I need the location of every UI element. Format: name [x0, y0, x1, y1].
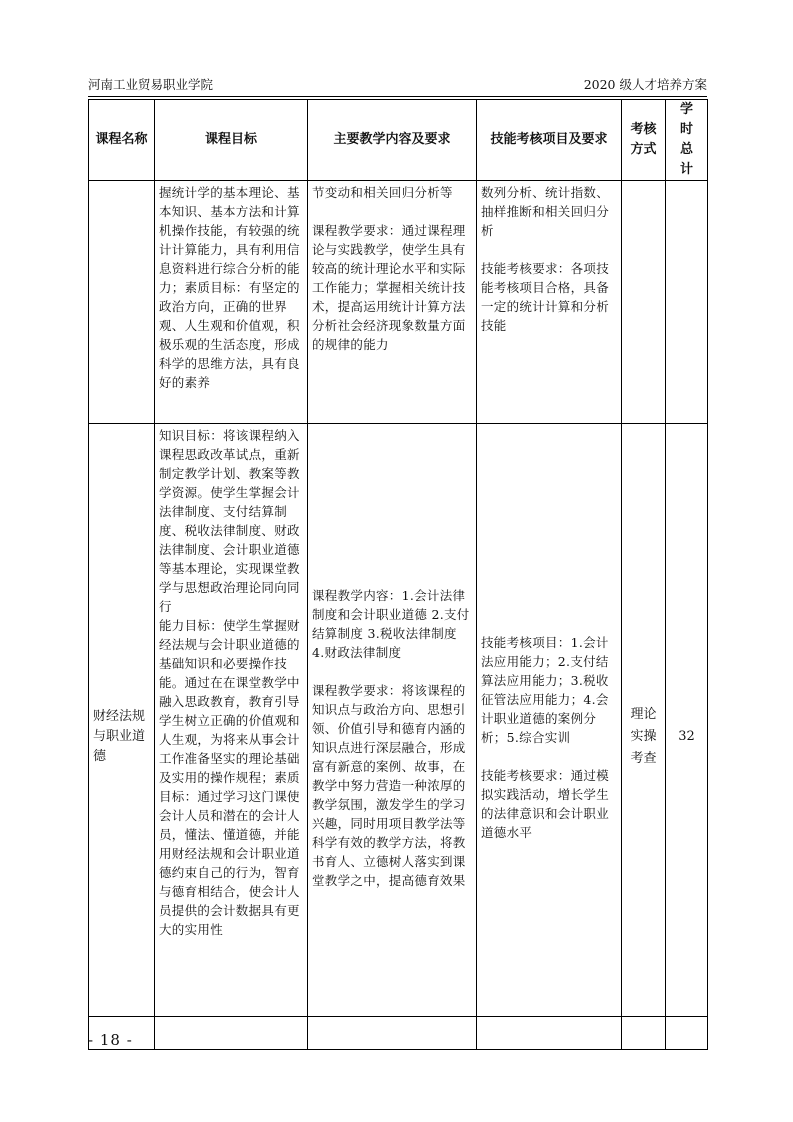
table-row: [89, 181, 708, 424]
header-rule: [88, 96, 707, 97]
objectives-cell: [155, 424, 308, 1050]
skills-cell: [477, 424, 622, 1050]
table-header-row: [89, 100, 708, 181]
objectives-text: 握统计学的基本理论、基本知识、基本方法和计算机操作技能，有较强的统计计算能力，具有利用信息资料进行综合分析的能力；素质目标：有坚定的政治方向，正确的世界观、人生观和价值观，积极乐观的生活态度，形成科学的思维方法，具有良好的素养: [159, 185, 300, 390]
total-hours: 32: [678, 729, 695, 744]
assessment-cell: [622, 181, 666, 424]
skills-text: [477, 631, 621, 842]
hours-cell: [666, 181, 708, 424]
course-name: 财经法规与职业道德: [93, 708, 146, 764]
skills-text: [477, 181, 621, 335]
course-name-cell: [89, 181, 155, 424]
course-table: [88, 99, 708, 1050]
footer-rule: [88, 1016, 707, 1017]
skills-paragraph: 数列分析、统计指数、抽样推断和相关回归分析: [481, 185, 610, 238]
assessment-method: 理论实操考查: [630, 706, 657, 766]
content-text: [308, 181, 476, 354]
assessment-cell: [622, 424, 666, 1050]
header-institution: 河南工业贸易职业学院: [88, 77, 214, 92]
skills-paragraph: 技能考核要求：各项技能考核项目合格，具备一定的统计计算和分析技能: [481, 261, 610, 333]
skills-paragraph: 技能考核要求：通过模拟实践活动，增长学生的法律意识和会计职业道德水平: [481, 768, 610, 840]
page-number: - 18 -: [88, 1031, 133, 1049]
content-text: [308, 584, 476, 890]
column-header-assessment: 考核方式: [622, 100, 666, 181]
column-header-objectives: 课程目标: [155, 100, 308, 181]
content-cell: [308, 181, 477, 424]
table-row: [89, 424, 708, 1050]
content-cell: [308, 424, 477, 1050]
column-header-hours: 学时总计: [666, 100, 708, 181]
header-document-title: 2020 级人才培养方案: [583, 77, 707, 92]
column-header-content: 主要教学内容及要求: [308, 100, 477, 181]
course-name-cell: [89, 424, 155, 1050]
content-paragraph: 课程教学要求：通过课程理论与实践教学，使学生具有较高的统计理论水平和实际工作能力；掌握相关统计技术，提高运用统计计算方法分析社会经济现象数量方面的规律的能力: [312, 223, 466, 352]
column-header-course-name: 课程名称: [89, 100, 155, 181]
skills-cell: [477, 181, 622, 424]
objectives-text: 知识目标：将该课程纳入课程思政改革试点，重新制定教学计划、教案等教学资源。使学生掌握会计法律制度、支付结算制度、税收法律制度、财政法律制度、会计职业道德等基本理论，实现课堂教学与思想政治理论同向同行 能力目标：使学生掌握财经法规与会计职业道德的基础知识和必要操作技能。通过在在课堂教学中融入思政教育，教育引导学生树立正确的价值观和人生观，为将来从事会计工作准备坚实的理论基础及实用的操作规程；素质目标：通过学习这门课使会计人员和潜在的会计人员，懂法、懂道德，并能用财经法规和会计职业道德约束自己的行为，智育与德育相结合，使会计人员提供的会计数据具有更大的实用性: [159, 428, 300, 937]
column-header-skills: 技能考核项目及要求: [477, 100, 622, 181]
content-paragraph: 节变动和相关回归分析等: [312, 185, 453, 200]
skills-paragraph: 技能考核项目：1.会计法应用能力；2.支付结算法应用能力；3.税收征管法应用能力；4.会计职业道德的案例分析；5.综合实训: [481, 635, 609, 745]
hours-cell: [666, 424, 708, 1050]
content-paragraph: 课程教学要求：将该课程的知识点与政治方向、思想引领、价值引导和德育内涵的知识点进行深层融合，形成富有新意的案例、故事，在教学中努力营造一种浓厚的教学氛围，激发学生的学习兴趣，同时用项目教学法等科学有效的教学方法，将教书育人、立德树人落实到课堂教学之中，提高德育效果: [312, 682, 466, 888]
content-paragraph: 课程教学内容：1.会计法律制度和会计职业道德 2.支付结算制度 3.税收法律制度 4.财政法律制度: [312, 587, 470, 660]
objectives-cell: [155, 181, 308, 424]
page-header: [88, 76, 707, 94]
